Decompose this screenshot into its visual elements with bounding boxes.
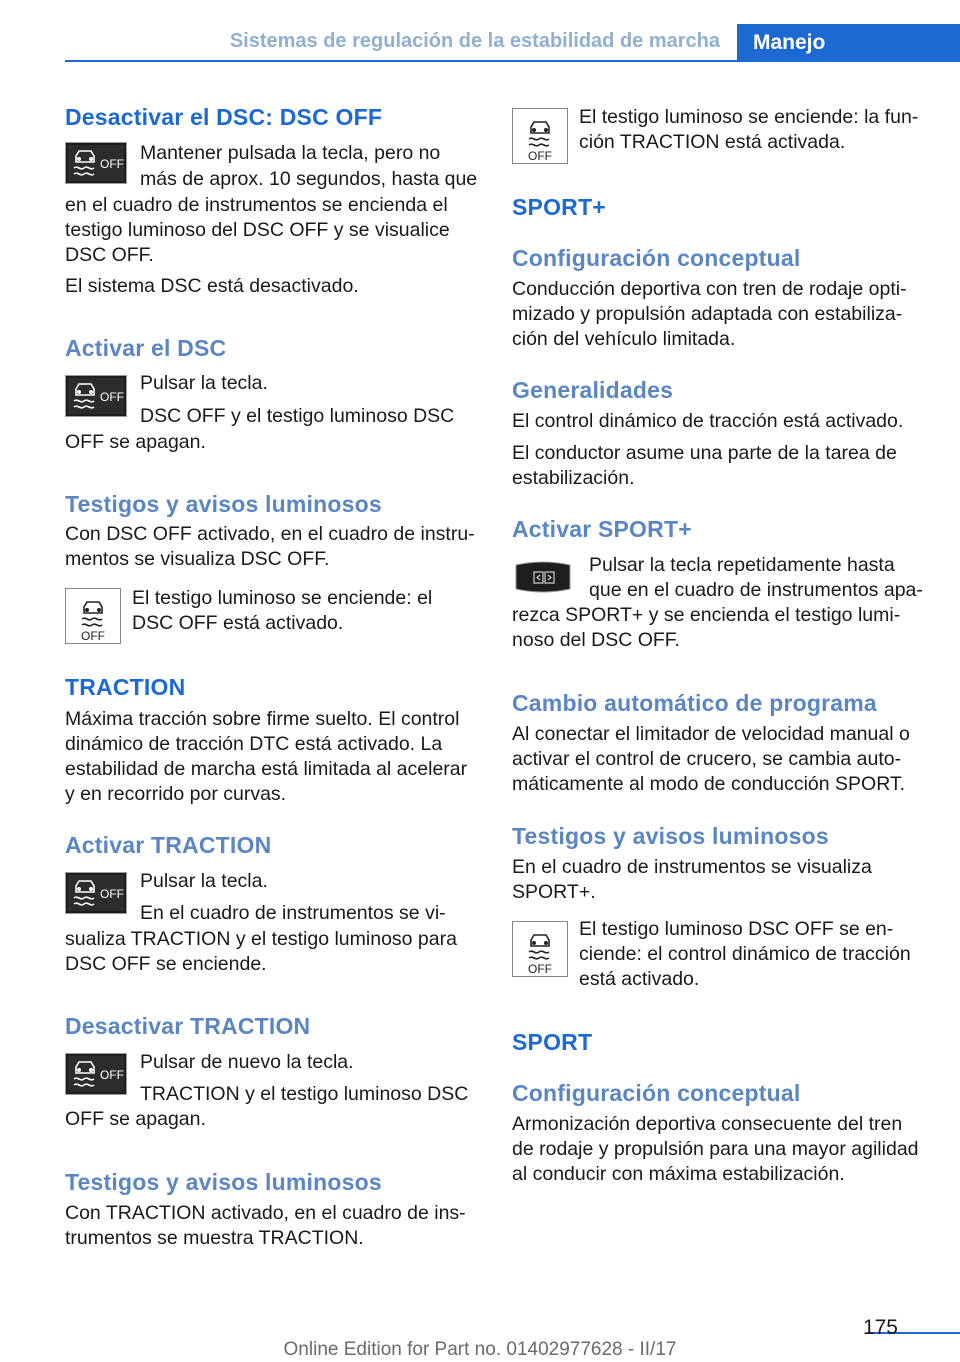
body-text: Pulsar la tecla. [140, 870, 268, 892]
body-text: dinámico de tracción DTC está activado. La [65, 733, 443, 755]
section-heading: Testigos y avisos luminosos [65, 491, 382, 517]
body-text: Al conectar el limitador de velocidad manual o [512, 723, 910, 745]
header-chapter-tab [737, 24, 960, 62]
header-rule [65, 60, 737, 62]
header-chapter-label: Manejo [753, 31, 826, 54]
body-text: mentos se visualiza DSC OFF. [65, 548, 330, 570]
body-text: En el cuadro de instrumentos se vi- [140, 902, 446, 924]
body-text: El control dinámico de tracción está activado. [512, 410, 904, 432]
dsc-off-button-icon [65, 375, 127, 417]
section-heading: Activar SPORT+ [512, 516, 692, 542]
body-text: En el cuadro de instrumentos se visualiza [512, 856, 872, 878]
body-text: El sistema DSC está desactivado. [65, 275, 359, 297]
dsc-off-button-icon [65, 1053, 127, 1095]
body-text: DSC OFF y el testigo luminoso DSC [140, 405, 455, 427]
section-heading: Testigos y avisos luminosos [512, 823, 829, 849]
body-text: El testigo luminoso DSC OFF se en- [579, 918, 894, 940]
body-text: mizado y propulsión adaptada con estabiliza- [512, 303, 903, 325]
body-text: DSC OFF. [65, 244, 154, 266]
body-text: y en recorrido por curvas. [65, 783, 287, 805]
body-text: El testigo luminoso se enciende: la fun- [579, 106, 919, 128]
section-heading: Cambio automático de programa [512, 690, 877, 716]
body-text: Pulsar la tecla repetidamente hasta [589, 554, 895, 576]
body-text: TRACTION y el testigo luminoso DSC [140, 1083, 469, 1105]
section-heading: Testigos y avisos luminosos [65, 1169, 382, 1195]
body-text: sualiza TRACTION y el testigo luminoso para [65, 928, 457, 950]
driving-mode-button-icon [512, 561, 574, 595]
edition-footer: Online Edition for Part no. 01402977628 - II/17 [283, 1339, 677, 1360]
header-section-title: Sistemas de regulación de la estabilidad de marcha [229, 30, 720, 52]
section-heading: Desactivar el DSC: DSC OFF [65, 104, 383, 130]
body-text: ción del vehículo limitada. [512, 328, 736, 350]
body-text: Máxima tracción sobre firme suelto. El control [65, 708, 460, 730]
body-text: estabilidad de marcha está limitada al acelerar [65, 758, 468, 780]
body-text: estabilización. [512, 467, 635, 489]
page-header [0, 0, 960, 64]
body-text: El conductor asume una parte de la tarea de [512, 442, 897, 464]
body-text: OFF se apagan. [65, 1108, 206, 1130]
page-number: 175 [862, 1316, 898, 1339]
body-text: está activado. [579, 968, 700, 990]
body-text: activar el control de crucero, se cambia auto- [512, 748, 902, 770]
dsc-off-button-icon [65, 872, 127, 914]
body-text: en el cuadro de instrumentos se encienda el [65, 194, 448, 216]
body-text: DSC OFF se enciende. [65, 953, 267, 975]
body-text: testigo luminoso del DSC OFF y se visualice [65, 219, 450, 241]
body-text: ción TRACTION está activada. [579, 131, 846, 153]
section-heading: Configuración conceptual [512, 1080, 801, 1106]
body-text: Con TRACTION activado, en el cuadro de ins- [65, 1202, 466, 1224]
body-text: de rodaje y propulsión para una mayor agilidad [512, 1138, 919, 1160]
dsc-off-button-icon [65, 142, 127, 184]
body-text: máticamente al modo de conducción SPORT. [512, 773, 906, 795]
dsc-off-indicator-icon [512, 921, 568, 977]
body-text: rezca SPORT+ y se encienda el testigo lumi- [512, 604, 901, 626]
section-heading: Configuración conceptual [512, 245, 801, 271]
section-heading: Activar TRACTION [65, 832, 272, 858]
body-text: Pulsar de nuevo la tecla. [140, 1051, 354, 1073]
body-text: al conducir con máxima estabilización. [512, 1163, 845, 1185]
body-text: trumentos se muestra TRACTION. [65, 1227, 364, 1249]
body-text: ciende: el control dinámico de tracción [579, 943, 911, 965]
body-text: que en el cuadro de instrumentos apa- [589, 579, 923, 601]
body-text: Con DSC OFF activado, en el cuadro de instru- [65, 523, 475, 545]
section-heading: SPORT [512, 1029, 593, 1055]
section-heading: TRACTION [65, 674, 186, 700]
body-text: El testigo luminoso se enciende: el [132, 587, 433, 609]
section-heading: SPORT+ [512, 194, 606, 220]
body-text: SPORT+. [512, 881, 596, 903]
body-text: Mantener pulsada la tecla, pero no [140, 142, 441, 164]
body-text: OFF se apagan. [65, 431, 206, 453]
body-text: Conducción deportiva con tren de rodaje opti- [512, 278, 907, 300]
section-heading: Generalidades [512, 377, 674, 403]
dsc-off-indicator-icon [512, 108, 568, 164]
section-heading: Desactivar TRACTION [65, 1013, 311, 1039]
section-heading: Activar el DSC [65, 335, 227, 361]
dsc-off-indicator-icon [65, 588, 121, 644]
body-text: noso del DSC OFF. [512, 629, 680, 651]
body-text: DSC OFF está activado. [132, 612, 344, 634]
body-text: Armonización deportiva consecuente del tren [512, 1113, 903, 1135]
body-text: más de aprox. 10 segundos, hasta que [140, 168, 478, 190]
body-text: Pulsar la tecla. [140, 372, 268, 394]
